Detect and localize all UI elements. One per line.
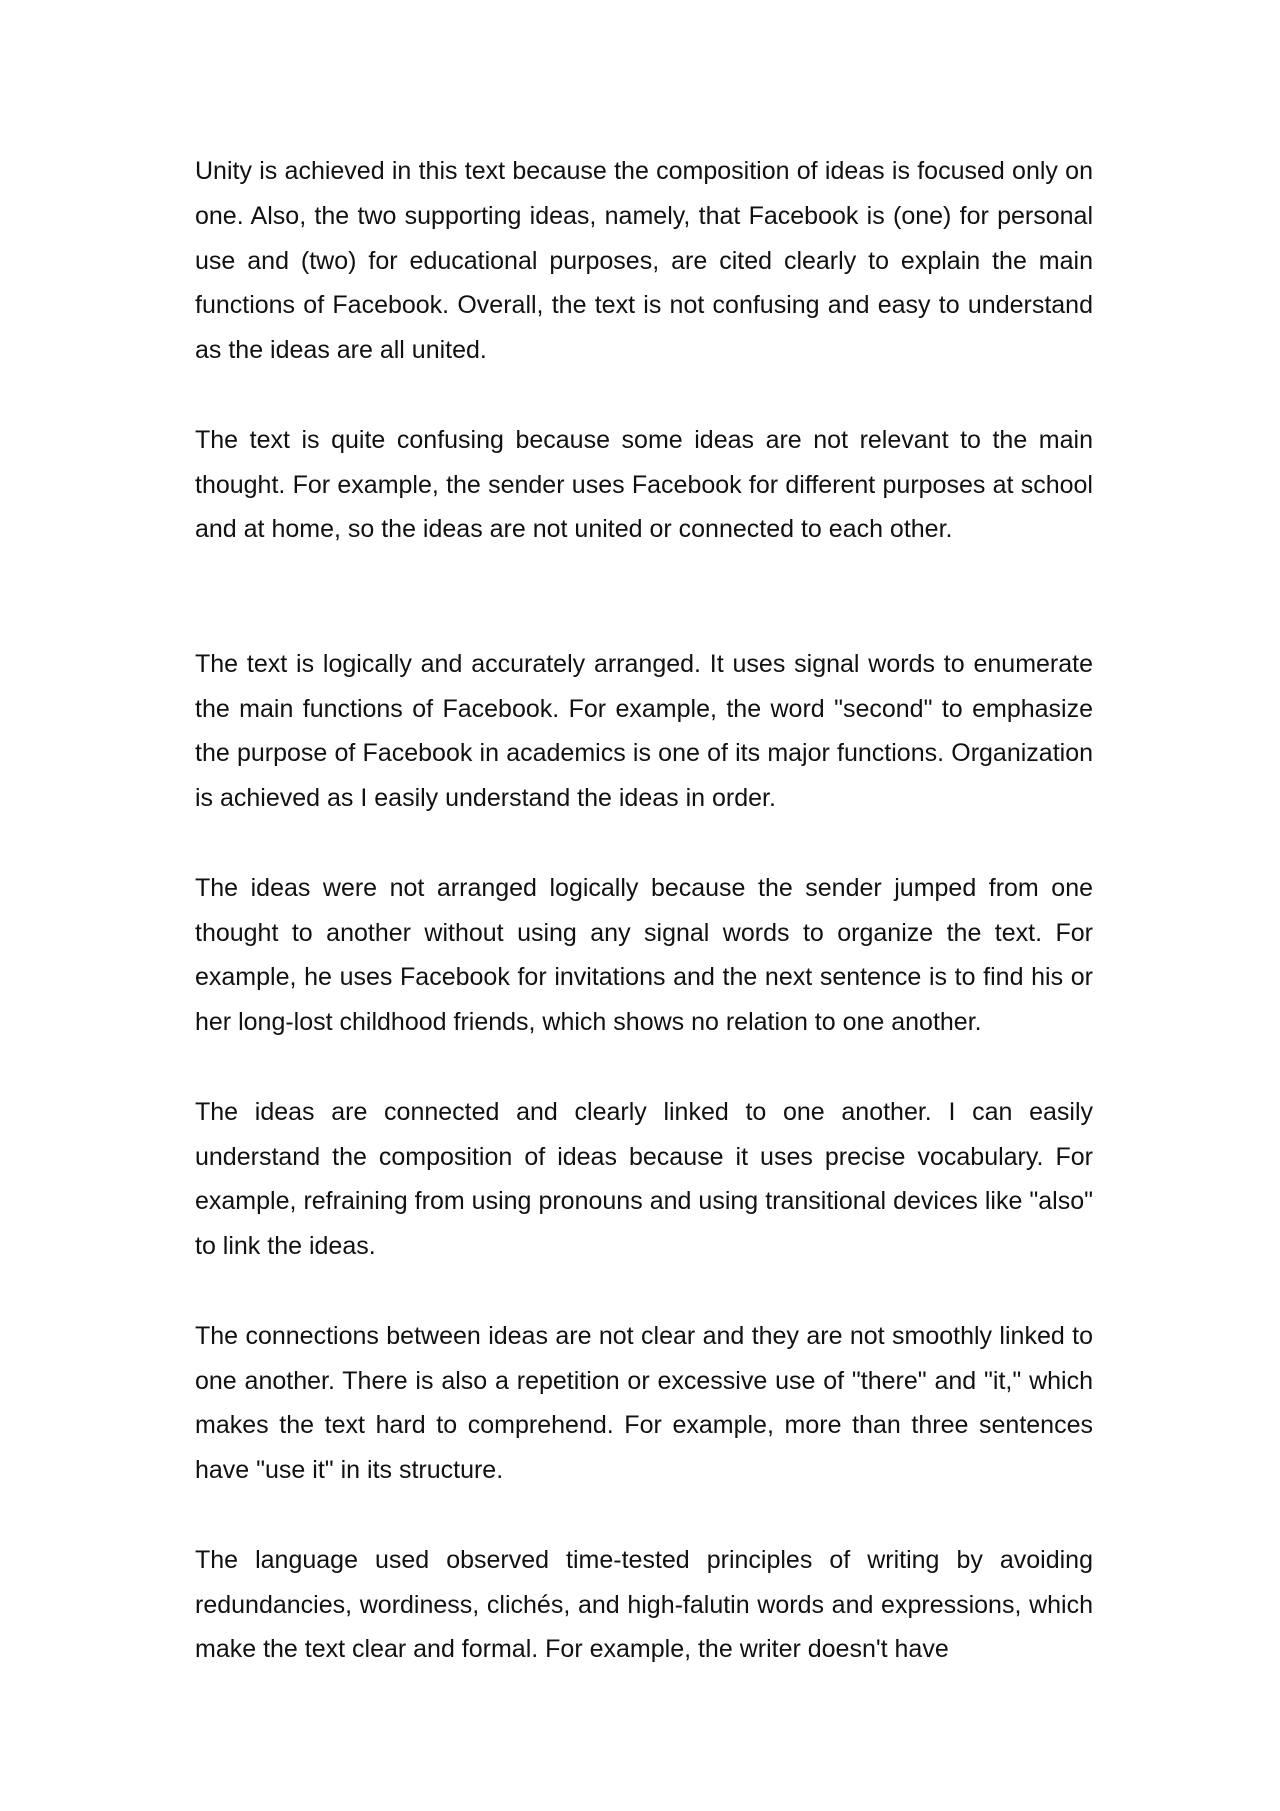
paragraph-unity-achieved: Unity is achieved in this text because the composition of ideas is focused only on one. Also, the two supporting ideas, namely, that Facebook is (one) for personal use and (two) for educational purposes, are cited clearly to explain the main functions of Facebook. Overall, the text is not confusing and easy to understand as the ideas are all united. [195,157,1093,365]
paragraph-coherence-lacking: The connections between ideas are not clear and they are not smoothly linked to one another. There is also a repetition or excessive use of "there" and "it," which makes the text hard to comprehend. For example, more than three sentences have "use it" in its structure. [195,1321,1093,1485]
document-body [195,149,1093,1672]
paragraph-language-use: The language used observed time-tested principles of writing by avoiding redundancies, wordiness, clichés, and high-falutin words and expressions, which make the text clear and formal. For example, the writer doesn't have [195,1545,1093,1664]
paragraph-spacer [195,1269,1093,1314]
paragraph-coherence-achieved: The ideas are connected and clearly linked to one another. I can easily understand the composition of ideas because it uses precise vocabulary. For example, refraining from using pronouns and using transitional devices like "also" to link the ideas. [195,1097,1093,1261]
paragraph-organization-lacking: The ideas were not arranged logically because the sender jumped from one thought to another without using any signal words to organize the text. For example, he uses Facebook for invitations and the next sentence is to find his or her long-lost childhood friends, which shows no relation to one another. [195,873,1093,1037]
paragraph-spacer [195,821,1093,866]
paragraph-organization-achieved: The text is logically and accurately arranged. It uses signal words to enumerate the main functions of Facebook. For example, the word "second" to emphasize the purpose of Facebook in academics is one of its major functions. Organization is achieved as I easily understand the ideas in order. [195,649,1093,813]
paragraph-spacer [195,1493,1093,1538]
paragraph-spacer [195,373,1093,418]
paragraph-spacer [195,1045,1093,1090]
section-spacer [195,552,1093,642]
paragraph-unity-lacking: The text is quite confusing because some ideas are not relevant to the main thought. For example, the sender uses Facebook for different purposes at school and at home, so the ideas are not united or connected to each other. [195,425,1093,544]
